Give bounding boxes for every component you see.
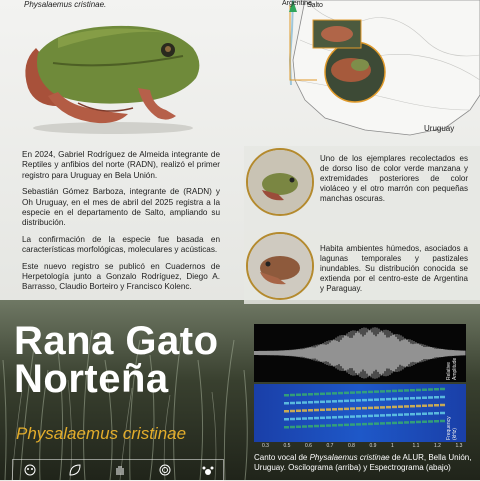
time-tick: 0.7: [326, 443, 334, 449]
fingerprint-icon: [158, 463, 172, 477]
top-caption: Physalaemus cristinae.: [24, 0, 107, 9]
species-title: [14, 319, 219, 401]
leaf-icon: [68, 463, 82, 477]
frog-photo-green: [246, 148, 314, 216]
time-tick: 0.5: [283, 443, 291, 449]
frog-photo-main: [18, 8, 208, 136]
audio-caption-species: Physalaemus cristinae: [309, 453, 390, 462]
history-paragraph: En 2024, Gabriel Rodríguez de Almeida integrante de Reptiles y anfibios del norte (RADN), realizó el primer registro para Uruguay en Bela Unión.: [22, 150, 220, 180]
history-paragraph: Este nuevo registro se publicó en Cuadernos de Herpetología junto a Gonzalo Rodríguez, Diego A. Barrasso, Claudio Borteiro y Francisco Kolenc.: [22, 261, 220, 292]
history-text: [22, 150, 220, 299]
time-tick: 1.3: [455, 443, 463, 449]
hand-icon: [113, 463, 127, 477]
map-label-uruguay: Uruguay: [424, 124, 455, 133]
scientific-name: Physalaemus cristinae: [16, 424, 187, 443]
map-label-salto: Salto: [307, 2, 323, 9]
time-tick: 0.8: [348, 443, 355, 449]
time-tick: 0.3: [262, 443, 269, 449]
title-line-2: Norteña: [14, 357, 169, 401]
paw-icon: [201, 463, 215, 477]
oscillogram: [254, 324, 466, 382]
time-tick: 0.6: [305, 443, 312, 449]
description-habitat: Habita ambientes húmedos, asociados a lagunas temporales y pastizales inundables. Su distribución conocida se extienda por el centro-este de Argentina y Paraguay.: [320, 244, 468, 293]
spectrogram-y-label: Frequency (kHz): [446, 416, 458, 440]
time-tick: 1.1: [412, 443, 420, 449]
audio-caption: [254, 453, 474, 473]
history-paragraph: La confirmación de la especie fue basada en características morfológicas, moleculares y acústicas.: [22, 234, 220, 255]
audio-caption-post: de ALUR, Bella Unión, Uruguay. Oscilograma (arriba) y Espectrograma (abajo): [254, 453, 472, 472]
history-paragraph: Sebastián Gómez Barboza, integrante de (RADN) y Oh Uruguay, en el mes de abril del 2025 registra a la especie en el departamento de Salto, ampliando su distribución.: [22, 187, 220, 228]
time-axis: [254, 443, 466, 451]
frog-photo-brown: [246, 232, 314, 300]
title-line-1: Rana Gato: [14, 319, 219, 363]
time-tick: 1.2: [434, 443, 441, 449]
frog-icon: [23, 463, 37, 477]
description-color: Uno de los ejemplares recolectados es de dorso liso de color verde manzana y extremidades posteriores de color violáceo y el otro marrón con pequeñas manchas oscuras.: [320, 154, 468, 203]
time-tick: 1: [391, 443, 394, 449]
time-tick: 0.9: [369, 443, 377, 449]
audio-caption-pre: Canto vocal de: [254, 453, 310, 462]
map-label-argentina: Argentina: [282, 0, 312, 7]
spectrogram: [254, 384, 466, 442]
icon-bar: [12, 459, 224, 481]
oscillogram-y-label: Relative Amplitude: [446, 357, 458, 380]
